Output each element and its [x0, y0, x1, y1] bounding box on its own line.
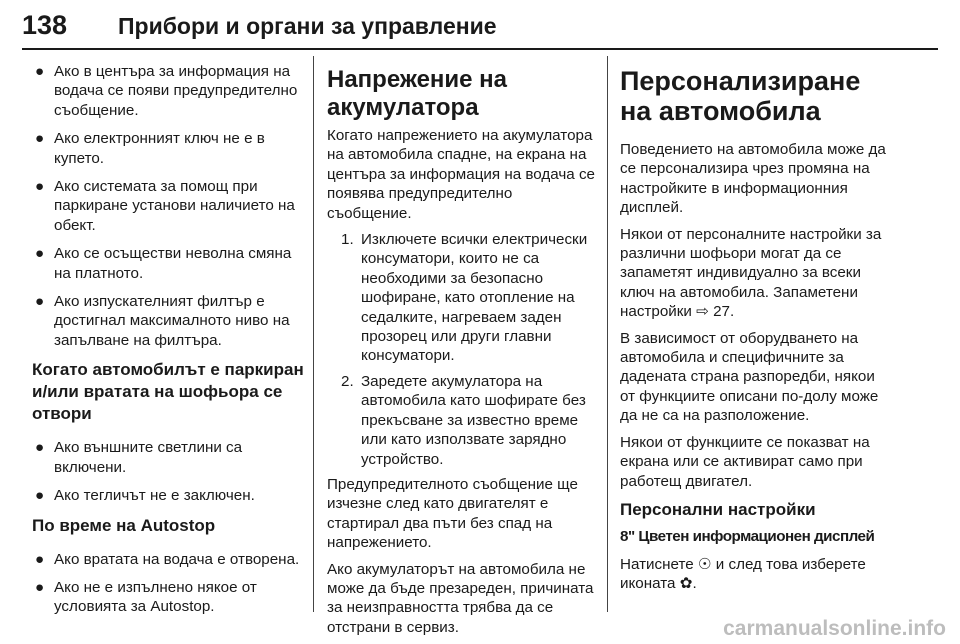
list-item: ● Ако в центъра за информация на водача се появи предупредително съобщение.	[35, 63, 298, 119]
column-divider-2	[607, 56, 608, 612]
list-item: ● Ако тегличът не е заключен.	[35, 487, 255, 505]
section-heading-battery: Напрежение на акумулатора	[327, 66, 508, 121]
list-item: ● Ако се осъществи неволна смяна на платното.	[35, 245, 292, 282]
subheading-color-display: 8" Цветен информационен дисплей	[620, 527, 875, 545]
paragraph: Натиснете ☉ и след това изберете иконата ✿.	[620, 555, 866, 593]
paragraph: Когато напрежението на акумулатора на автомобила спадне, на екрана на центъра за информация на водача се появява предупредително съобщение.	[327, 127, 595, 222]
list-item: 2. Заредете акумулатора на автомобила като шофирате без прекъсване за известно време или като използвате зарядно устройство.	[341, 372, 586, 468]
paragraph: Някои от персоналните настройки за различни шофьори могат да се запаметят индивидуално за всеки ключ на автомобила. Запаметени настройки ⇨ 27.	[620, 225, 882, 321]
paragraph: Някои от функциите се показват на екрана или се активират само при работещ двигател.	[620, 433, 870, 490]
page-number: 138	[22, 10, 68, 40]
list-item: ● Ако електронният ключ не е в купето.	[35, 130, 265, 167]
list-item: ● Ако вратата на водача е отворена.	[35, 550, 300, 568]
list-item: ● Ако изпускателният филтър е достигнал максималното ниво на запълване на филтъра.	[35, 293, 290, 349]
page-reference[interactable]: 27.	[713, 303, 735, 321]
header-rule	[22, 48, 938, 50]
page-title: Прибори и органи за управление	[118, 13, 497, 39]
section-heading-autostop: По време на Autostop	[32, 515, 216, 535]
list-item: ● Ако не е изпълнено някое от условията за Autostop.	[35, 578, 257, 616]
paragraph: Ако акумулаторът на автомобила не може да бъде презареден, причината за неизправността трябва да се отстрани в сервиз.	[327, 560, 594, 636]
column-3	[620, 62, 888, 601]
column-2	[327, 62, 597, 644]
page-reference-arrow-icon: ⇨	[696, 303, 709, 321]
section-heading-parked: Когато автомобилът е паркиран и/или вратата на шофьора се отвори	[32, 360, 304, 424]
home-icon: ☉	[697, 555, 712, 573]
settings-gear-icon: ✿	[679, 575, 693, 593]
paragraph: Поведението на автомобила може да се персонализира чрез промяна на настройките в информационния дисплей.	[620, 141, 886, 217]
column-1	[32, 62, 304, 626]
list-item: ● Ако системата за помощ при паркиране установи наличието на обект.	[35, 178, 295, 234]
subheading-personal-settings: Персонални настройки	[620, 499, 816, 519]
column-divider-1	[313, 56, 314, 612]
list-item: 1. Изключете всички електрически консуматори, които не са необходими за безопасно шофиране, като отопление на седалките, нагреваем заден прозорец или други главни консуматори.	[341, 231, 588, 365]
page-header	[22, 10, 940, 46]
section-heading-personalization: Персонализиране на автомобила	[620, 66, 861, 126]
paragraph: В зависимост от оборудването на автомобила и специфичните за дадената страна разпоредби, някои от функциите описани по-долу може да не са на разположение.	[620, 329, 879, 425]
paragraph: Предупредителното съобщение ще изчезне след като двигателят е стартирал два пъти без спад на напрежението.	[327, 475, 578, 552]
watermark: carmanualsonline.info	[723, 617, 946, 640]
list-item: ● Ако външните светлини са включени.	[35, 439, 243, 476]
